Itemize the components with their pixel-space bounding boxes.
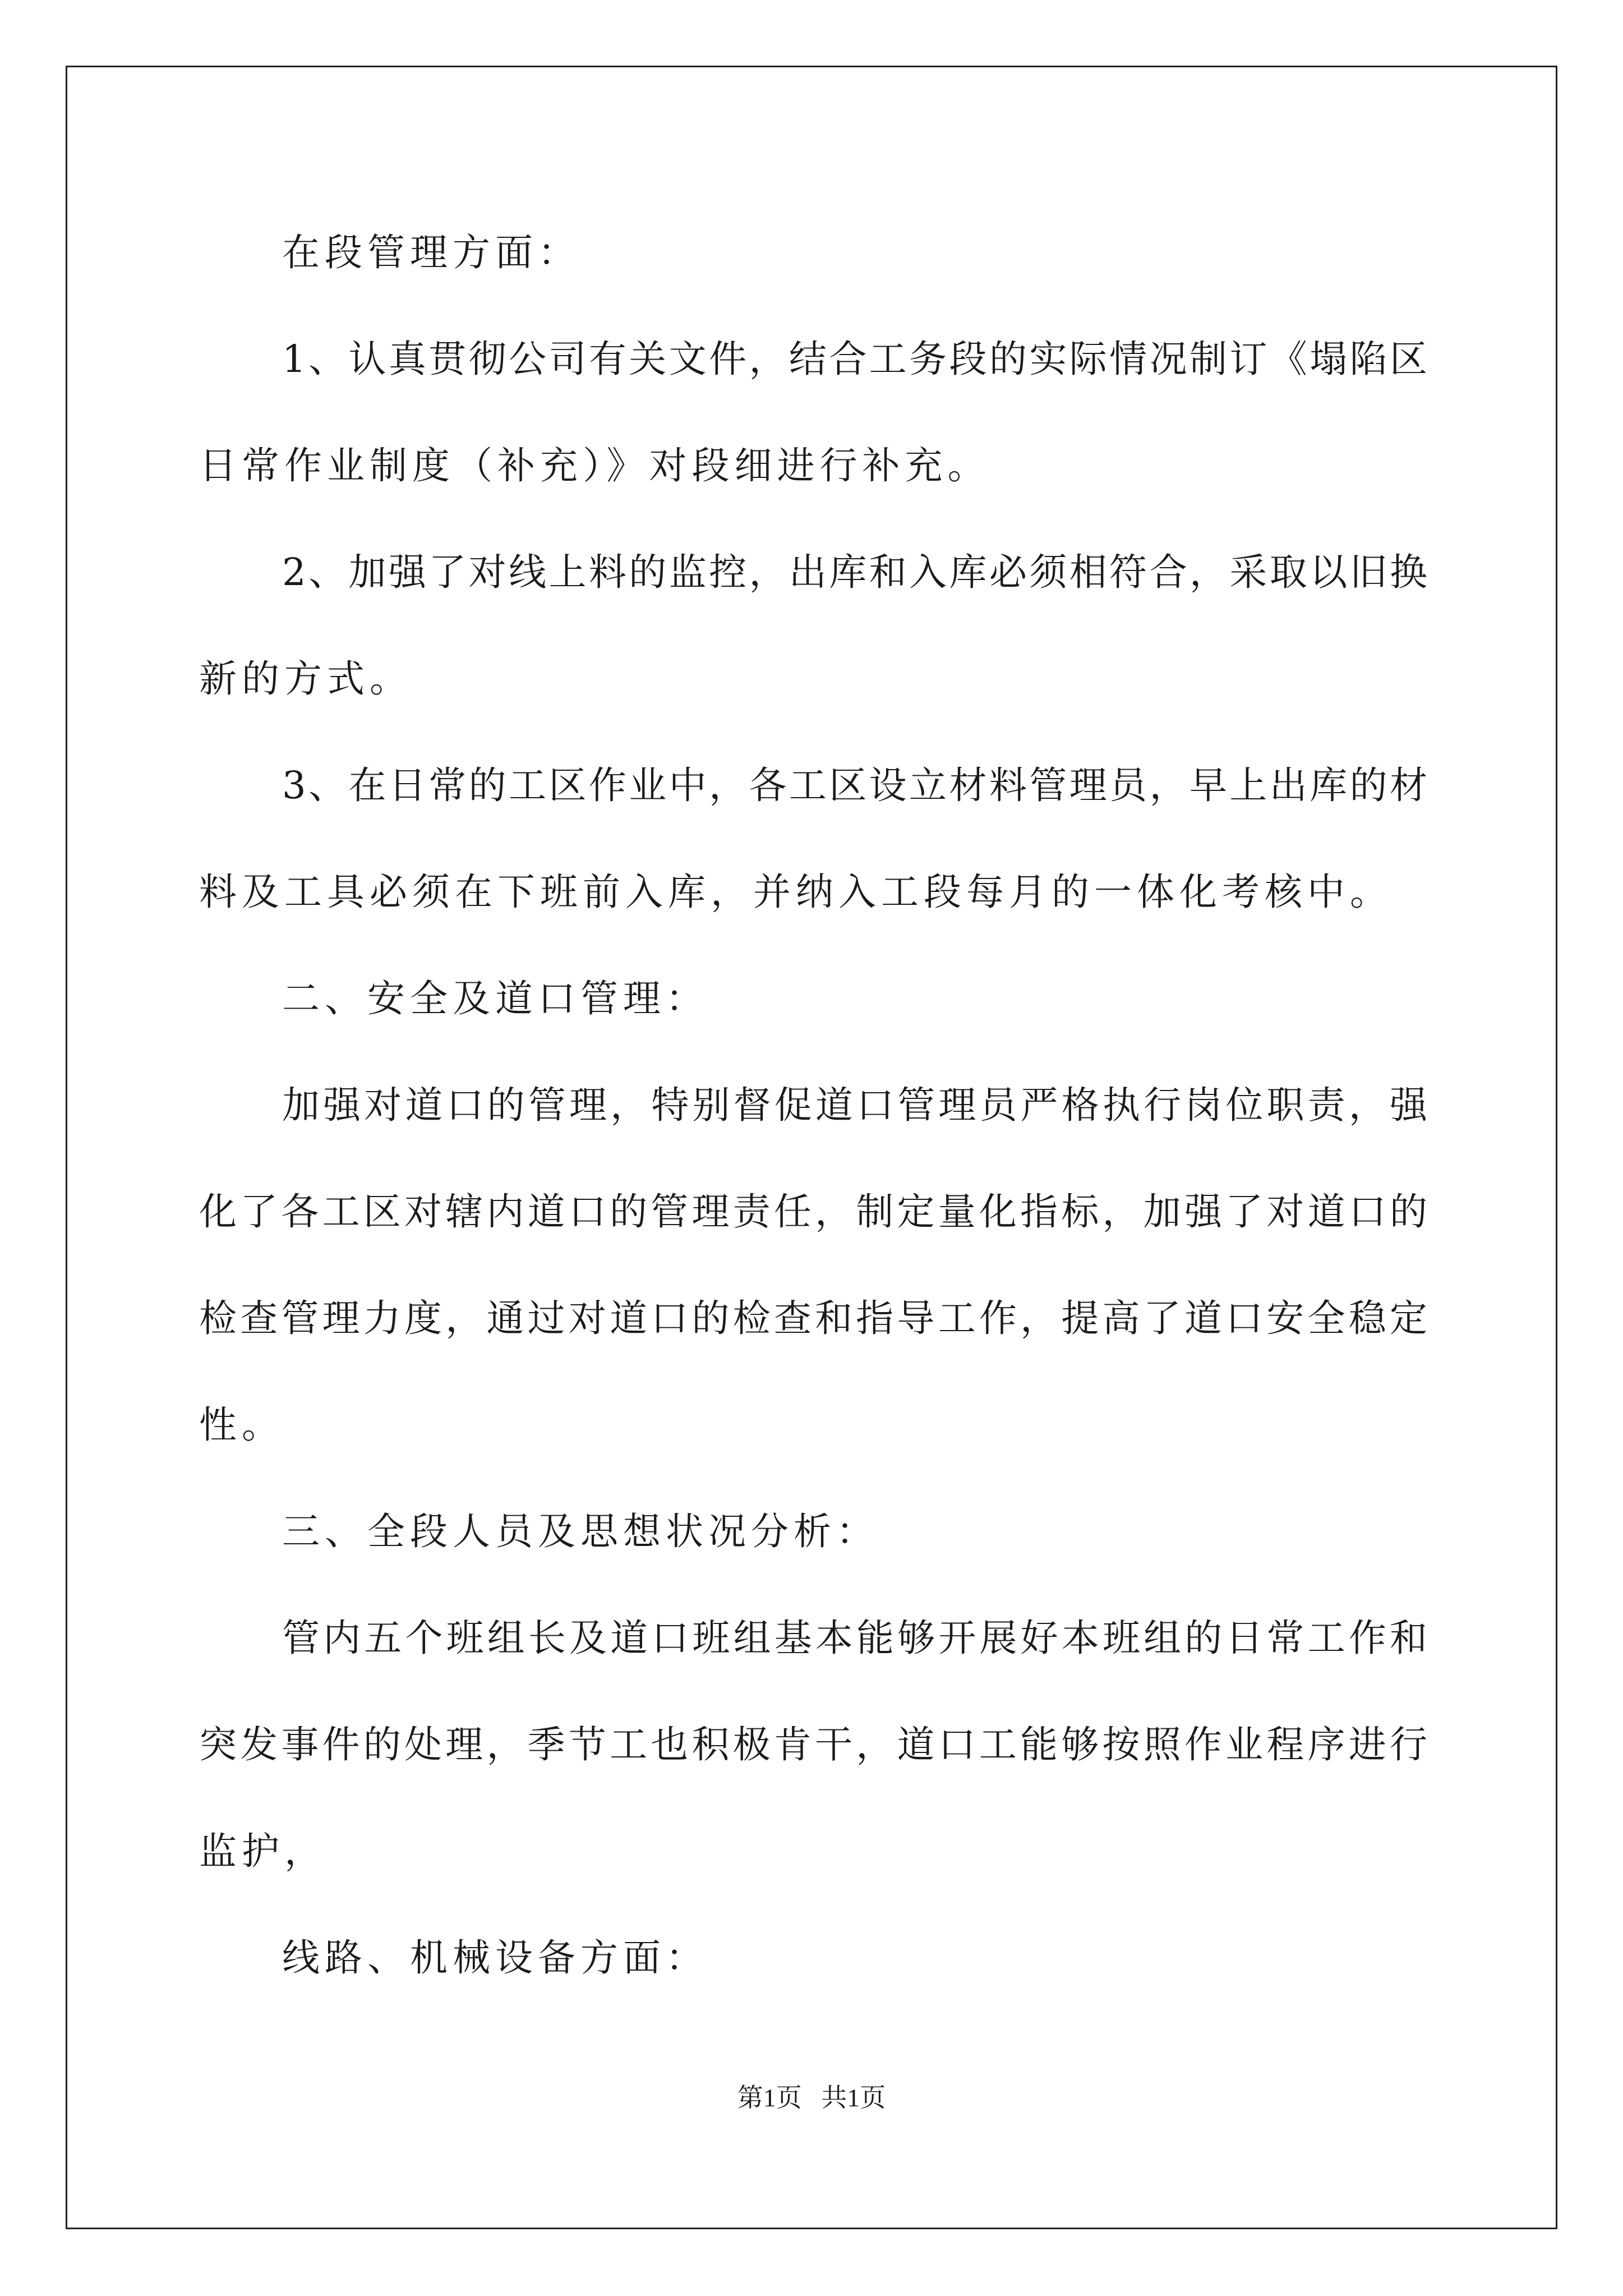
- paragraph-line: 加强对道口的管理，特别督促道口管理员严格执行岗位职责，强: [282, 1083, 1427, 1127]
- paragraph-line: 化了各工区对辖内道口的管理责任，制定量化指标，加强了对道口的: [199, 1190, 1427, 1234]
- section-heading: 三、全段人员及思想状况分析：: [282, 1510, 879, 1553]
- paragraph-line: 新的方式。: [199, 657, 412, 701]
- page-border: [66, 66, 1557, 2229]
- paragraph-line: 1、认真贯彻公司有关文件，结合工务段的实际情况制订《塌陷区: [282, 337, 1427, 381]
- paragraph-line: 突发事件的处理，季节工也积极肯干，道口工能够按照作业程序进行: [199, 1723, 1427, 1766]
- paragraph-line: 3、在日常的工区作业中，各工区设立材料管理员，早上出库的材: [282, 763, 1427, 807]
- paragraph-line: 日常作业制度（补充）》对段细进行补充。: [199, 444, 990, 487]
- paragraph-line: 2、加强了对线上料的监控，出库和入库必须相符合，采取以旧换: [282, 550, 1427, 594]
- paragraph-line: 检查管理力度，通过对道口的检查和指导工作，提高了道口安全稳定: [199, 1296, 1427, 1340]
- section-heading: 线路、机械设备方面：: [282, 1936, 708, 1980]
- page-total: 共1页: [821, 2083, 886, 2112]
- paragraph-line: 性。: [199, 1403, 284, 1447]
- page-number: 第1页: [737, 2083, 802, 2112]
- paragraph-line: 料及工具必须在下班前入库，并纳入工段每月的一体化考核中。: [199, 870, 1393, 914]
- paragraph-line: 监护，: [199, 1829, 327, 1873]
- page-footer: [0, 2081, 1623, 2115]
- section-heading: 在段管理方面：: [282, 231, 580, 274]
- paragraph-line: 管内五个班组长及道口班组基本能够开展好本班组的日常工作和: [282, 1616, 1427, 1660]
- section-heading: 二、安全及道口管理：: [282, 977, 708, 1020]
